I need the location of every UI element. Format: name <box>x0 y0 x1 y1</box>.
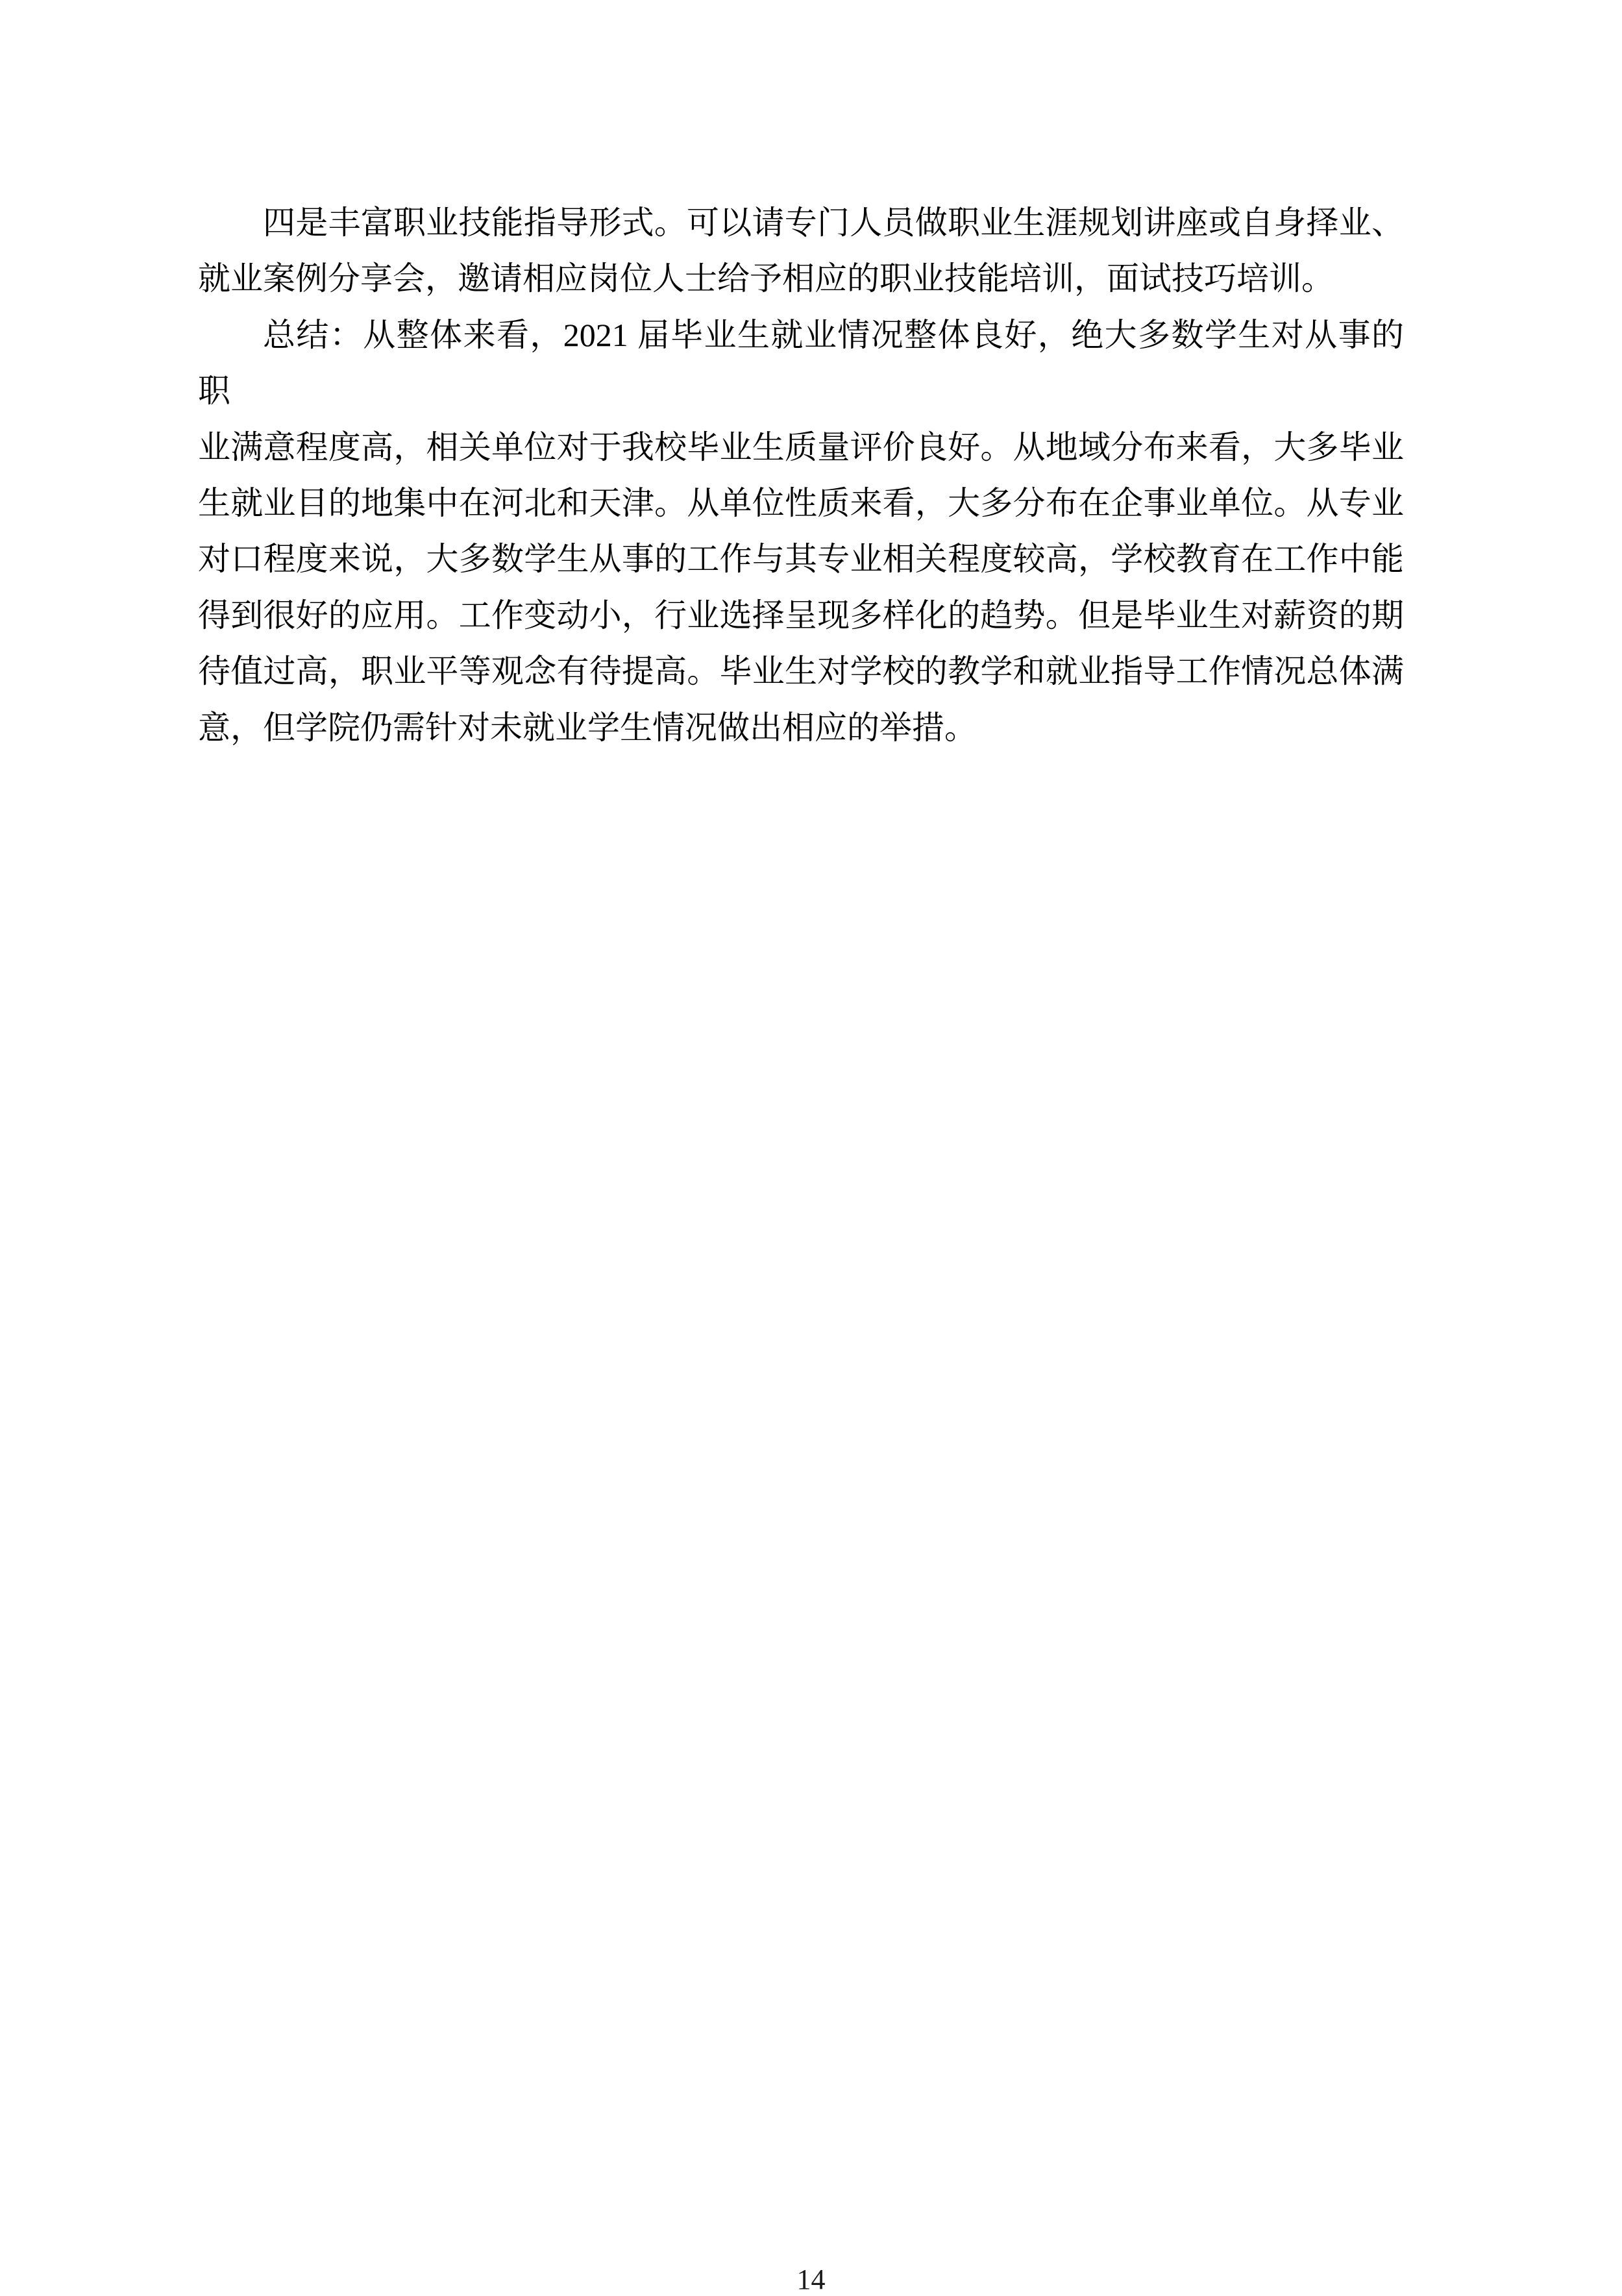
page-number: 14 <box>796 2264 826 2295</box>
body-line: 意，但学院仍需针对未就业学生情况做出相应的举措。 <box>198 709 977 746</box>
page-footer <box>0 2265 1622 2294</box>
body-line: 总结：从整体来看，2021 届毕业生就业情况整体良好，绝大多数学生对从事的职 <box>198 316 1404 410</box>
paragraph-2 <box>198 307 1404 756</box>
body-line: 就业案例分享会，邀请相应岗位人士给予相应的职业技能培训，面试技巧培训。 <box>198 260 1334 297</box>
body-line: 对口程度来说，大多数学生从事的工作与其专业相关程度较高，学校教育在工作中能 <box>198 541 1404 578</box>
paragraph-1 <box>198 195 1404 307</box>
document-body <box>198 195 1404 756</box>
body-line: 业满意程度高，相关单位对于我校毕业生质量评价良好。从地域分布来看，大多毕业 <box>198 428 1404 465</box>
body-line: 得到很好的应用。工作变动小，行业选择呈现多样化的趋势。但是毕业生对薪资的期 <box>198 597 1404 634</box>
body-line: 待值过高，职业平等观念有待提高。毕业生对学校的教学和就业指导工作情况总体满 <box>198 653 1404 690</box>
body-line: 生就业目的地集中在河北和天津。从单位性质来看，大多分布在企事业单位。从专业 <box>198 485 1404 522</box>
body-line: 四是丰富职业技能指导形式。可以请专门人员做职业生涯规划讲座或自身择业、 <box>263 204 1404 241</box>
